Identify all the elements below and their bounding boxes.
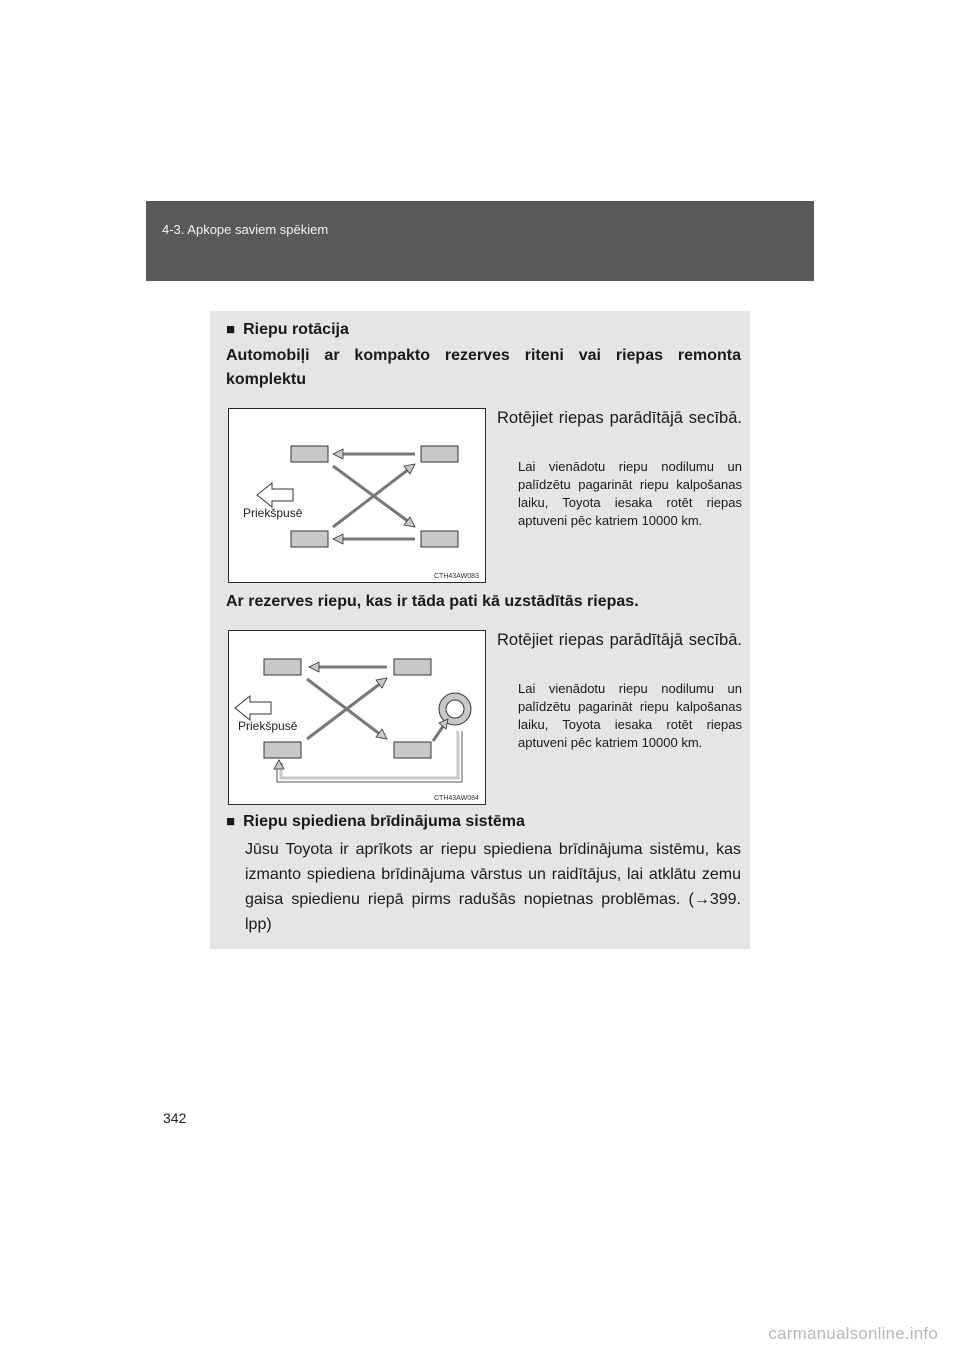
section1-heading <box>226 318 349 342</box>
arrow-diag-up <box>333 469 409 527</box>
tire-front-right <box>394 659 431 675</box>
spare-tire-hub <box>446 700 464 718</box>
tire-rear-right <box>421 531 458 547</box>
section2-instruction: Rotējiet riepas parādītājā secībā. <box>497 631 742 649</box>
arrow-diag-down <box>307 679 381 735</box>
page-number: 342 <box>163 1110 187 1126</box>
section3-body: Jūsu Toyota ir aprīkots ar riepu spiediena brīdinājuma sistēmu, kas izmanto spiediena brīdinājuma vārstus un raidītājus, lai atklātu zemu gaisa spiedienu riepā pirms radušās nopietnas problēmas. (→399. lpp) <box>245 841 741 933</box>
section3-heading <box>226 810 525 834</box>
arrowhead-top <box>309 662 319 672</box>
section1-title: Riepu rotācija <box>243 321 349 338</box>
diagram-code: CTH43AW084 <box>434 795 479 802</box>
square-bullet-icon: ■ <box>226 321 236 338</box>
section3-title: Riepu spiediena brīdinājuma sistēma <box>243 813 525 830</box>
arrow-diag-up <box>307 683 381 739</box>
tire-rear-right <box>394 742 431 758</box>
front-direction-arrow <box>235 696 271 720</box>
arrowhead-bottom <box>333 534 343 544</box>
tire-front-right <box>421 446 458 462</box>
section2-note: Lai vienādotu riepu nodilumu un palīdzētu pagarināt riepu kalpošanas laiku, Toyota iesaka rotēt riepas aptuveni pēc katriem 10000 km. <box>518 681 742 750</box>
rotation-diagram-1 <box>228 408 486 583</box>
arrow-diag-down <box>333 466 409 522</box>
front-direction-arrow <box>257 483 293 507</box>
tire-front-left <box>291 446 328 462</box>
front-label: Priekšpusē <box>238 719 298 733</box>
content-panel <box>210 311 750 949</box>
section1-subtitle: Automobiļi ar kompakto rezerves riteni vai riepas remonta komplektu <box>226 347 741 388</box>
section2-subtitle: Ar rezerves riepu, kas ir tāda pati kā uzstādītās riepas. <box>226 593 639 610</box>
diagram-code: CTH43AW083 <box>434 573 479 580</box>
tire-rear-left <box>291 531 328 547</box>
arrowhead-top <box>333 449 343 459</box>
tire-rear-left <box>264 742 301 758</box>
square-bullet-icon: ■ <box>226 813 236 830</box>
section-title: 4-3. Apkope saviem spēkiem <box>162 222 329 237</box>
section1-note: Lai vienādotu riepu nodilumu un palīdzētu pagarināt riepu kalpošanas laiku, Toyota iesaka rotēt riepas aptuveni pēc katriem 10000 km. <box>518 459 742 528</box>
front-label: Priekšpusē <box>243 506 303 520</box>
rotation-diagram-2 <box>228 630 486 805</box>
section1-instruction: Rotējiet riepas parādītājā secībā. <box>497 409 742 427</box>
section-header-bar <box>146 201 814 281</box>
tire-front-left <box>264 659 301 675</box>
rotation-diagram-1-graphic <box>229 409 485 582</box>
rotation-diagram-2-graphic <box>229 631 485 804</box>
arrow-to-spare <box>433 725 444 741</box>
watermark: carmanualsonline.info <box>768 1324 938 1343</box>
